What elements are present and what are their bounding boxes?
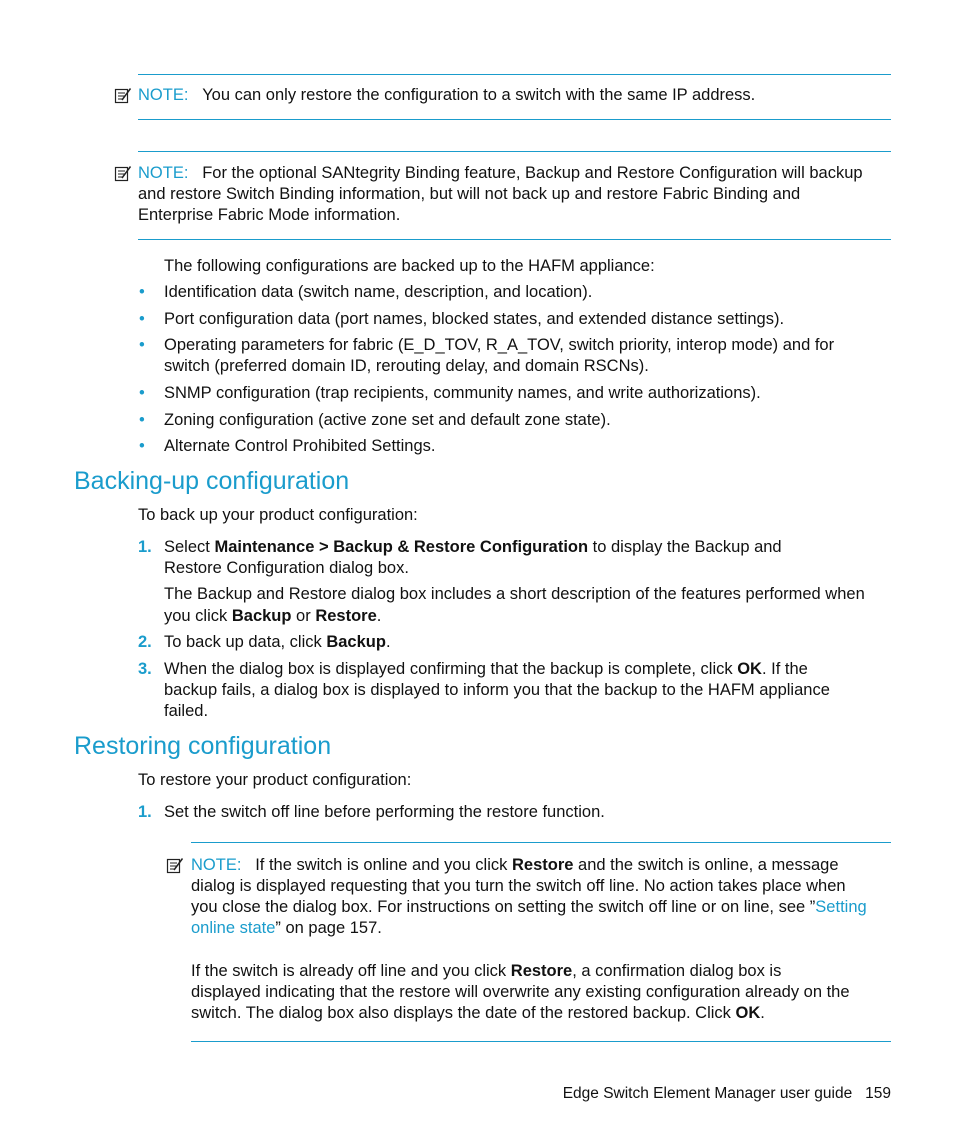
backup-step1-line2: Restore Configuration dialog box. <box>164 559 409 577</box>
list-item: Alternate Control Prohibited Settings. <box>164 437 436 455</box>
bullet-marker: • <box>139 336 145 354</box>
bullet-marker: • <box>139 411 145 429</box>
note-text: switch. The dialog box also displays the date of the restored backup. Click <box>191 1004 736 1022</box>
backup-step3-line3: failed. <box>164 702 209 720</box>
step-text: . If the <box>761 660 808 678</box>
button-name: OK <box>737 660 762 678</box>
note-icon <box>114 165 132 183</box>
step-number: 3. <box>138 660 152 678</box>
button-name: Backup <box>326 633 386 651</box>
step-text: or <box>291 607 316 625</box>
step-number: 1. <box>138 803 152 821</box>
note2-bottom-rule <box>138 239 891 240</box>
button-name: Backup <box>231 607 292 625</box>
list-item: Identification data (switch name, description, and location). <box>164 283 593 301</box>
note-label: NOTE: <box>191 856 242 874</box>
setting-online-state-link[interactable]: online state <box>191 919 276 937</box>
backup-step1-para-line1: The Backup and Restore dialog box includes a short description of the features performed when <box>164 585 865 603</box>
note3-para2-line1 <box>191 961 781 982</box>
button-name: Restore <box>511 856 574 874</box>
button-name: Restore <box>315 607 377 625</box>
note3-para2-line2: displayed indicating that the restore will overwrite any existing configuration already on the <box>191 983 850 1001</box>
step-text: Select <box>164 538 215 556</box>
note-text: . <box>760 1004 765 1022</box>
list-item: Port configuration data (port names, blocked states, and extended distance settings). <box>164 310 785 328</box>
note-text: you close the dialog box. For instructions on setting the switch off line or on line, see ” <box>191 898 816 916</box>
backup-step3-line2: backup fails, a dialog box is displayed to inform you that the backup to the HAFM appliance <box>164 681 830 699</box>
list-item: Operating parameters for fabric (E_D_TOV, R_A_TOV, switch priority, interop mode) and for <box>164 336 835 354</box>
step-text: . <box>376 607 382 625</box>
page-footer <box>563 1083 891 1104</box>
setting-online-state-link[interactable]: Setting <box>815 898 867 916</box>
bullet-marker: • <box>139 310 145 328</box>
bullet-marker: • <box>139 283 145 301</box>
note3-para2-line3 <box>191 1003 765 1024</box>
section-heading-backup: Backing-up configuration <box>74 467 350 495</box>
note2-line2: and restore Switch Binding information, but will not back up and restore Fabric Binding and <box>138 185 801 203</box>
note-text: For the optional SANtegrity Binding feature, Backup and Restore Configuration will backup <box>202 164 863 182</box>
note-text: You can only restore the configuration to a switch with the same IP address. <box>202 86 756 104</box>
note-icon <box>166 857 184 875</box>
note3-bottom-rule <box>191 1041 891 1042</box>
step-text: . <box>385 633 391 651</box>
footer-title: Edge Switch Element Manager user guide <box>562 1085 853 1102</box>
note1 <box>138 85 755 106</box>
step-number: 1. <box>138 538 152 556</box>
restore-step1: Set the switch off line before performing the restore function. <box>164 803 605 821</box>
menu-path: Maintenance > Backup & Restore Configuration <box>214 538 589 556</box>
button-name: Restore <box>510 962 573 980</box>
bullet-marker: • <box>139 437 145 455</box>
section-heading-restore: Restoring configuration <box>74 732 332 760</box>
page-number: 159 <box>865 1085 891 1102</box>
backup-step1-para-line2 <box>164 606 381 627</box>
note1-top-rule <box>138 74 891 75</box>
note2-line3: Enterprise Fabric Mode information. <box>138 206 401 224</box>
note1-bottom-rule <box>138 119 891 120</box>
note3-top-rule <box>191 842 891 843</box>
note-icon <box>114 87 132 105</box>
backup-step2 <box>164 632 391 653</box>
step-number: 2. <box>138 633 152 651</box>
note-text: ” on page 157. <box>275 919 382 937</box>
backup-intro: To back up your product configuration: <box>138 506 418 524</box>
step-text: To back up data, click <box>164 633 327 651</box>
step-text: you click <box>164 607 232 625</box>
note-text: and the switch is online, a message <box>573 856 839 874</box>
note3-line1 <box>191 855 839 876</box>
note-text: , a confirmation dialog box is <box>572 962 782 980</box>
note3-line3 <box>191 897 867 918</box>
restore-intro: To restore your product configuration: <box>138 771 412 789</box>
backup-step1-line1 <box>164 537 782 558</box>
note-text: If the switch is online and you click <box>255 856 512 874</box>
note-label: NOTE: <box>138 86 189 104</box>
bullet-marker: • <box>139 384 145 402</box>
note2-line1 <box>138 163 863 184</box>
step-text: to display the Backup and <box>588 538 782 556</box>
intro-text: The following configurations are backed up to the HAFM appliance: <box>164 257 655 275</box>
step-text: When the dialog box is displayed confirming that the backup is complete, click <box>164 660 738 678</box>
note2-top-rule <box>138 151 891 152</box>
button-name: OK <box>735 1004 761 1022</box>
note3-line4 <box>191 918 382 939</box>
backup-step3-line1 <box>164 659 808 680</box>
note-label: NOTE: <box>138 164 189 182</box>
list-item-continuation: switch (preferred domain ID, rerouting delay, and domain RSCNs). <box>164 357 649 375</box>
note-text: If the switch is already off line and you click <box>191 962 511 980</box>
note3-line2: dialog is displayed requesting that you turn the switch off line. No action takes place when <box>191 877 846 895</box>
list-item: Zoning configuration (active zone set and default zone state). <box>164 411 611 429</box>
list-item: SNMP configuration (trap recipients, community names, and write authorizations). <box>164 384 761 402</box>
